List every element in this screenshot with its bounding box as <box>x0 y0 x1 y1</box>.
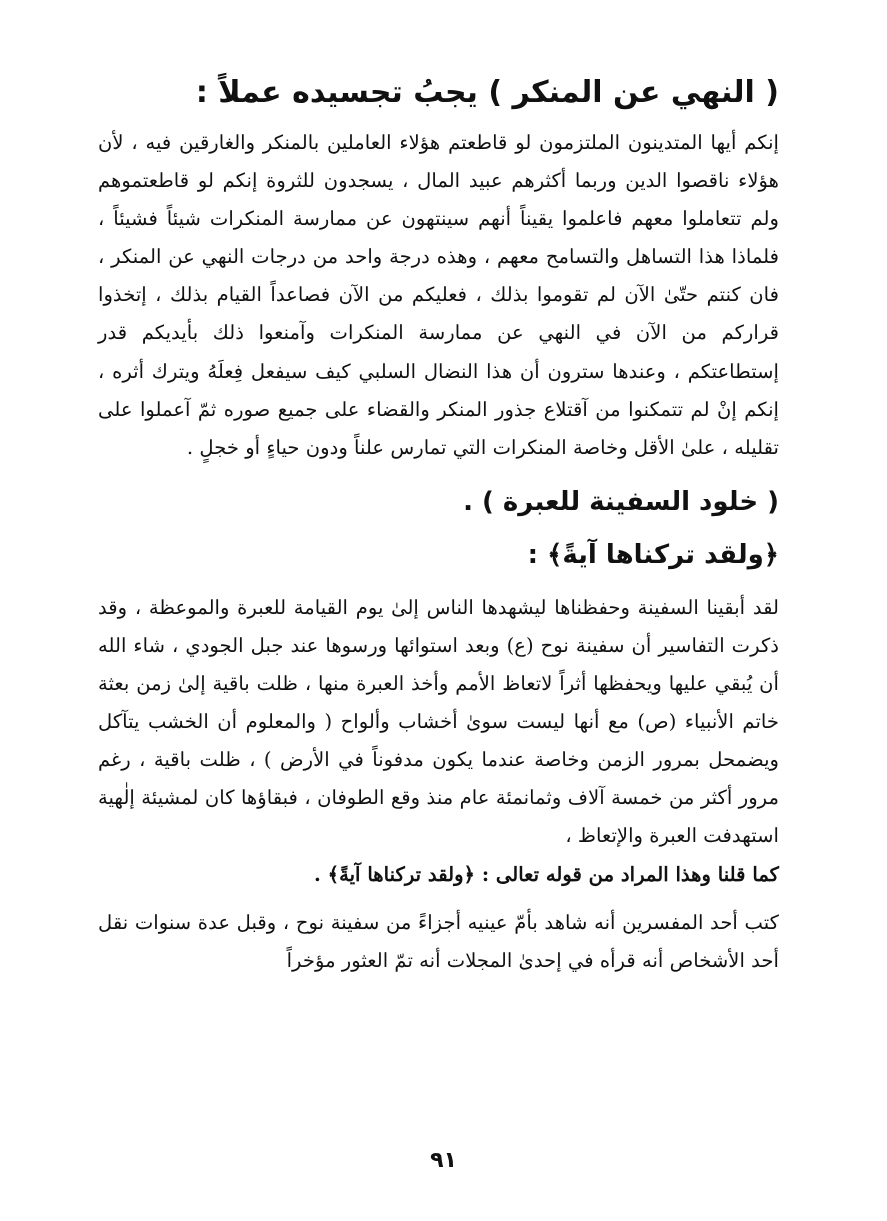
paragraph-forbidding-evil: إنكم أيها المتدينون الملتزمون لو قاطعتم هؤلاء العاملين بالمنكر والغارقين فيه ، لأن هؤلاء ناقصوا الدين وربما أكثرهم عبيد المال ، يسجدون للثروة إنكم لو قاطعتموهم ولم تتعاملوا معهم فاعلموا يقيناً أنهم سينتهون عن ممارسة المنكرات شيئاً فشيئاً ، فلماذا هذا التساهل والتسامح معهم ، وهذه درجة واحد من درجات النهي عن المنكر ، فان كنتم حتّىٰ الآن لم تقوموا بذلك ، فعليكم من الآن فصاعداً القيام بذلك ، إتخذوا قراركم من الآن في النهي عن ممارسة المنكرات وآمنعوا ذلك بأيديكم قدر إستطاعتكم ، وعندها سترون أن هذا النضال السلبي كيف سيفعل فِعلَهُ ويترك أثره ، إنكم إنْ لم تتمكنوا من آقتلاع جذور المنكر والقضاء على جميع صوره ثمّ آعملوا على تقليله ، علىٰ الأقل وخاصة المنكرات التي تمارس علناً ودون حياءٍ أو خجلٍ . <box>98 131 779 459</box>
page-number: ٩١ <box>430 1148 457 1173</box>
spacer <box>98 894 779 904</box>
paragraph-commentator: كتب أحد المفسرين أنه شاهد بأمّ عينيه أجزاءً من سفينة نوح ، وقبل عدة سنوات نقل أحد الأشخاص أنه قرأه في إحدىٰ المجلات أنه تمّ العثور مؤخراً <box>98 910 779 972</box>
spacer <box>98 467 779 477</box>
paragraph-ark-preserved: لقد أبقينا السفينة وحفظناها ليشهدها الناس إلىٰ يوم القيامة للعبرة والموعظة ، وقد ذكرت التفاسير أن سفينة نوح (ع) وبعد استوائها ورسوها عند جبل الجودي ، شاء الله أن يُبقي عليها ويحفظها أثراً لاتعاظ الأمم وأخذ العبرة منها ، ظلت باقية إلىٰ زمن بعثة خاتم الأنبياء (ص) مع أنها ليست سوىٰ أخشاب وألواح ( والمعلوم أن الخشب يتآكل ويضمحل بمرور الزمن وخاصة عندما يكون مدفوناً في الأرض ) ، ظلت باقية ، رغم مرور أكثر من خمسة آلاف وثمانمئة عام منذ وقع الطوفان ، فبقاؤها كان لمشيئة إلٰهية استهدفت العبرة والإتعاظ ، <box>98 595 779 848</box>
paragraph-closing-verse: كما قلنا وهذا المراد من قوله تعالى : ﴿ولقد تركناها آيةً﴾ . <box>313 862 779 886</box>
verse-heading: ﴿ولقد تركناها آيةً﴾ : <box>527 539 779 570</box>
section-heading-ark-lesson: ( خلود السفينة للعبرة ) . <box>463 486 779 517</box>
section-heading-forbidding-evil: ( النهي عن المنكر ) يجبُ تجسيده عملاً : <box>195 75 779 110</box>
